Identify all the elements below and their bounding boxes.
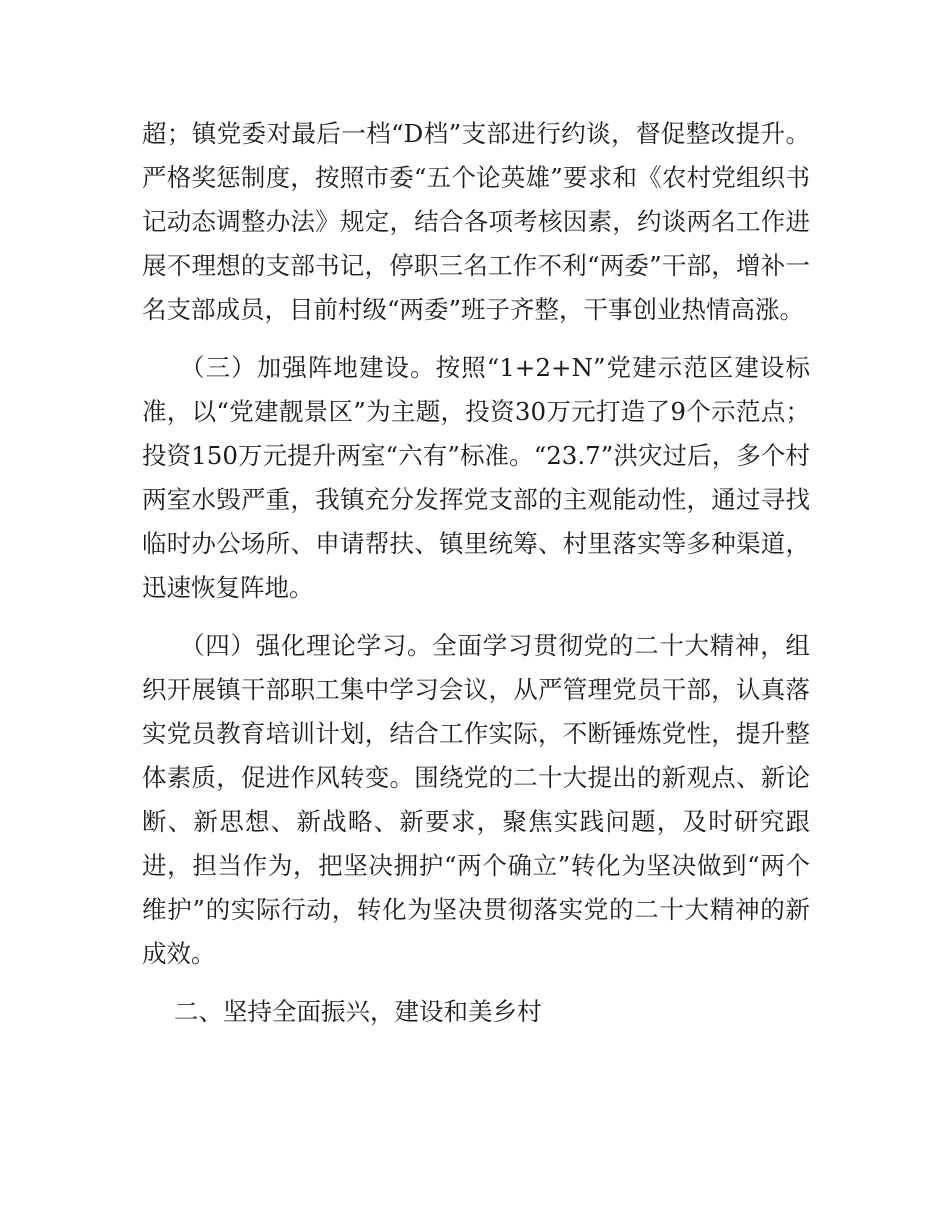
paragraph-section-three: （三）加强阵地建设。按照“1+2+N”党建示范区建设标准，以“党建靓景区”为主题，投资30万元打造了9个示范点；投资150万元提升两室“六有”标准。“23.7”洪灾过后，多个村两室水毁严重，我镇充分发挥党支部的主观能动性，通过寻找临时办公场所、申请帮扶、镇里统筹、村里落实等多种渠道，迅速恢复阵地。 (142, 353, 810, 602)
paragraph-continuation: 超；镇党委对最后一档“D档”支部进行约谈，督促整改提升。严格奖惩制度，按照市委“五个论英雄”要求和《农村党组织书记动态调整办法》规定，结合各项考核因素，约谈两名工作进展不理想的支部书记，停职三名工作不利“两委”干部，增补一名支部成员，目前村级“两委”班子齐整，干事创业热情高涨。 (142, 119, 810, 324)
paragraph-section-four: （四）强化理论学习。全面学习贯彻党的二十大精神，组织开展镇干部职工集中学习会议，从严管理党员干部，认真落实党员教育培训计划，结合工作实际，不断锤炼党性，提升整体素质，促进作风转变。围绕党的二十大提出的新观点、新论断、新思想、新战略、新要求，聚焦实践问题，及时研究跟进，担当作为，把坚决拥护“两个确立”转化为坚决做到“两个维护”的实际行动，转化为坚决贯彻落实党的二十大精神的新成效。 (142, 631, 810, 968)
section-heading: 二、坚持全面振兴，建设和美乡村 (174, 997, 542, 1026)
document-body (142, 112, 810, 1034)
